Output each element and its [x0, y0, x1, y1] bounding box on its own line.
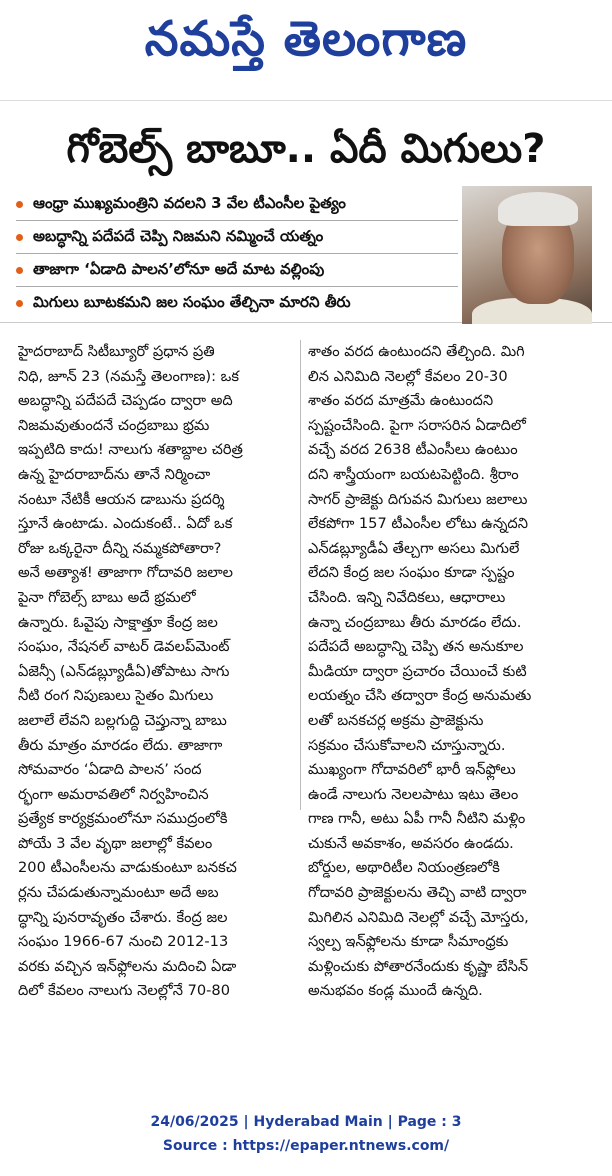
bullet-item — [16, 221, 460, 254]
article-line: తీరు మాత్రం మారడం లేదు. తాజాగా — [18, 736, 223, 754]
masthead: నమస్తే తెలంగాణ — [144, 11, 468, 67]
article-line: ద్ధాన్ని పునరావృతం చేశారు. కేంద్ర జల — [18, 908, 228, 926]
article-line: బోర్డుల, అథారిటీల నియంత్రణలోకి — [308, 859, 500, 877]
article-line: ఉండే నాలుగు నెలలపాటు ఇటు తెలం — [308, 785, 519, 803]
bullet-list — [16, 188, 460, 320]
article-line: సంఘం, నేషనల్ వాటర్ డెవలప్‌మెంట్ — [18, 638, 230, 656]
bullet-dot-icon — [16, 201, 23, 208]
article-line: శాతం వరద ఉంటుందని తేల్చింది. మిగి — [308, 343, 525, 360]
article-line: నంటూ నేటికీ ఆయన డాబును ప్రదర్శి — [18, 490, 225, 508]
article-line: ఉన్న హైదరాబాద్‌ను తానే నిర్మించా — [18, 465, 211, 483]
article-line: నిధి, జూన్ 23 (నమస్తే తెలంగాణ): ఒక — [18, 367, 239, 385]
article-line: ఉన్నా చంద్రబాబు తీరు మారడం లేదు. — [308, 613, 522, 631]
bullet-item — [16, 287, 460, 320]
article-line: సంఘం 1966-67 నుంచి 2012-13 — [18, 933, 229, 951]
bullet-text: తాజాగా ‘ఏడాది పాలన’లోనూ అదే మాట వల్లింపు — [33, 259, 325, 278]
bullet-dot-icon — [16, 267, 23, 274]
bullet-divider — [16, 286, 458, 287]
article-line: మీడియా ద్వారా ప్రచారం చేయించే కుటి — [308, 662, 527, 680]
article-line: శాతం వరద మాత్రమే ఉంటుందని — [308, 392, 494, 410]
footer-source: Source : https://epaper.ntnews.com/ — [162, 1138, 450, 1154]
article-line: స్పష్టంచేసింది. పైగా సరాసరిన ఏడాదిలో — [308, 416, 526, 434]
article-line: చుకునే అవకాశం, అవసరం ఉండదు. — [308, 834, 514, 852]
portrait-photo — [462, 186, 592, 324]
article-line: లయత్నం చేసి తద్వారా కేంద్ర అనుమతు — [308, 687, 532, 705]
article-line: లేదని కేంద్ర జల సంఘం కూడా స్పష్టం — [308, 564, 515, 582]
article-line: పదేపదే అబద్ధాన్ని చెప్పి తన అనుకూల — [308, 638, 524, 656]
article-line: లేకపోగా 157 టీఎంసీల లోటు ఉన్నదని — [308, 515, 528, 533]
article-line: జలాలే లేవని బల్లగుద్ది చెప్తున్నా బాబు — [18, 711, 227, 729]
photo-hair — [498, 192, 578, 226]
article-line: ముఖ్యంగా గోదావరిలో భారీ ఇన్‌ఫ్లోలు — [308, 761, 516, 779]
article-line: చేసింది. ఇన్ని నివేదికలు, ఆధారాలు — [308, 588, 506, 606]
article-line: స్వల్ప ఇన్‌ఫ్లోలను కూడా సీమాంధ్రకు — [308, 933, 509, 951]
bullet-divider — [16, 253, 458, 254]
bullet-text: మిగులు బూటకమని జల సంఘం తేల్చినా మారని తీరు — [33, 292, 351, 311]
article-line: స్తూనే ఉంటాడు. ఎందుకంటే.. ఏదో ఒక — [18, 515, 233, 533]
article-line: లిన ఎనిమిది నెలల్లో కేవలం 20-30 — [308, 367, 508, 385]
article-line: ర్భంగా అమరావతిలో నిర్వహించిన — [18, 785, 209, 803]
article-line: ఉన్నారు. ఓవైపు సాక్షాత్తూ కేంద్ర జల — [18, 613, 218, 631]
article-line: వచ్చే వరద 2638 టీఎంసీలు ఉంటుం — [308, 441, 518, 459]
article-line: దిలో కేవలం నాలుగు నెలల్లోనే 70-80 — [18, 982, 230, 1000]
bullet-dot-icon — [16, 234, 23, 241]
article-line: రోజు ఒక్కరైనా దీన్ని నమ్మకపోతారా? — [18, 539, 222, 557]
article-line: మిగిలిన ఎనిమిది నెలల్లో వచ్చే మోస్తరు, — [308, 908, 529, 926]
article-line: పోయే 3 వేల వృథా జలాల్లో కేవలం — [18, 834, 213, 852]
article-line: సాగర్ ప్రాజెక్టు దిగువన మిగులు జలాలు — [308, 490, 528, 508]
article-line: ఎన్‌డబ్ల్యూడీఏ తేల్చగా అసలు మిగులే — [308, 539, 520, 557]
column-divider — [300, 340, 301, 810]
article-column-right — [308, 340, 594, 1004]
article-column-left — [18, 340, 304, 1004]
article-line: ఇప్పటిది కాదు! నాలుగు శతాబ్దాల చరిత్ర — [18, 441, 243, 459]
footer-date-edition: 24/06/2025 | Hyderabad Main | Page : 3 — [150, 1114, 462, 1130]
article-line: గోదావరి ప్రాజెక్టులను తెచ్చి వాటి ద్వారా — [308, 884, 527, 902]
article-line: వరకు వచ్చిన ఇన్‌ఫ్లోలను మదించి ఏడా — [18, 957, 237, 975]
article-line: అబద్ధాన్ని పదేపదే చెప్పడం ద్వారా అది — [18, 392, 233, 410]
article-line: సోమవారం ‘ఏడాది పాలన’ సంద — [18, 761, 202, 779]
top-divider — [0, 100, 612, 101]
article-line: అనే అత్యాశ! తాజాగా గోదావరి జలాల — [18, 564, 233, 582]
article-line: అనుభవం కండ్ల ముందే ఉన్నది. — [308, 982, 483, 1000]
bullet-text: అబద్ధాన్ని పదేపదే చెప్పి నిజమని నమ్మించే యత్నం — [33, 226, 324, 245]
headline: గోబెల్స్ బాబూ.. ఏదీ మిగులు? — [66, 126, 546, 172]
article-line: 200 టీఎంసీలను వాడుకుంటూ బనకచ — [18, 859, 237, 877]
article-line: సక్రమం చేసుకోవాలని చూస్తున్నారు. — [308, 736, 506, 754]
article-line: లతో బనకచర్ల అక్రమ ప్రాజెక్టును — [308, 711, 484, 729]
article-line: ర్లను చేపడుతున్నామంటూ అదే అబ — [18, 884, 219, 902]
article-line: దని శాస్త్రీయంగా బయటపెట్టింది. శ్రీరాం — [308, 465, 519, 483]
bullet-divider — [16, 220, 458, 221]
article-line: హైదరాబాద్ సిటీబ్యూరో ప్రధాన ప్రతి — [18, 343, 215, 360]
bullet-dot-icon — [16, 300, 23, 307]
bullet-text: ఆంధ్రా ముఖ్యమంత్రిని వదలని 3 వేల టీఎంసీల పైత్యం — [33, 193, 346, 212]
article-line: నీటి రంగ నిపుణులు సైతం మిగులు — [18, 687, 214, 705]
article-line: ఏజెన్సీ (ఎన్‌డబ్ల్యూడీఏ)తోపాటు సాగు — [18, 662, 230, 680]
bullet-item — [16, 254, 460, 287]
article-line: గాణ గానీ, అటు ఏపీ గానీ నీటిని మళ్లిం — [308, 810, 526, 828]
article-line: నిజమవుతుందనే చంద్రబాబు భ్రమ — [18, 416, 210, 434]
article-line: ప్రత్యేక కార్యక్రమంలోనూ సముద్రంలోకి — [18, 810, 228, 828]
bullet-item — [16, 188, 460, 221]
article-line: పైనా గోబెల్స్ బాబు అదే భ్రమలో — [18, 588, 196, 606]
article-line: మళ్లించుకు పోతారనేందుకు కృష్ణా బేసిన్ — [308, 957, 529, 975]
